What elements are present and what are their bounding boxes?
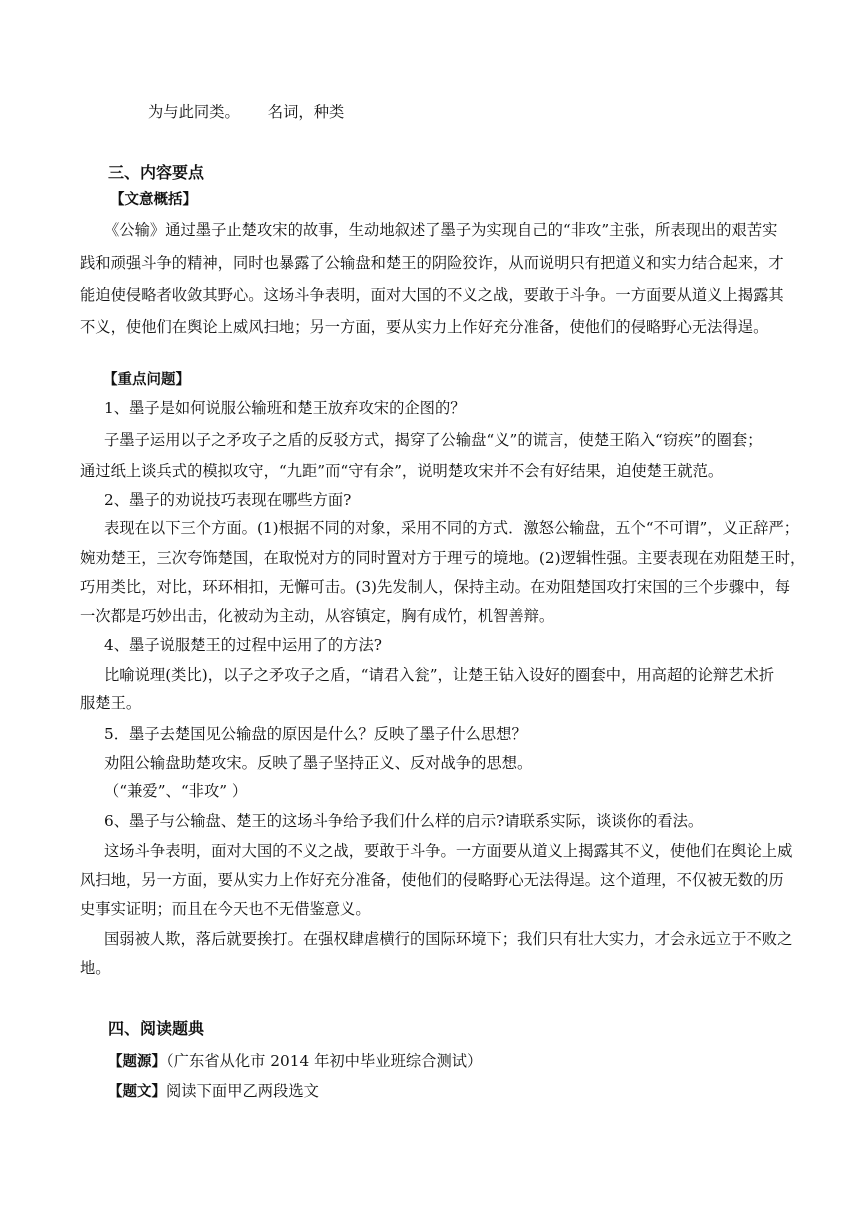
answer-line: 史事实证明；而且在今天也不无借鉴意义。 xyxy=(80,900,371,918)
answer-line: 比喻说理(类比)，以子之矛攻子之盾，“请君入瓮”，让楚王钻入设好的圈套中，用高超的论辩艺术折 xyxy=(104,666,775,684)
summary-line: 践和顽强斗争的精神，同时也暴露了公输盘和楚王的阴险狡诈，从而说明只有把道义和实力结合起来，才 xyxy=(80,254,784,272)
question-1: 1、墨子是如何说服公输班和楚王放弃攻宋的企图的？ xyxy=(104,399,466,417)
example-sentence: 为与此同类。 xyxy=(148,103,240,121)
answer-line: 国弱被人欺，落后就要挨打。在强权肆虐横行的国际环境下；我们只有壮大实力，才会永远立于不败之 xyxy=(104,930,793,948)
answer-line: 这场斗争表明，面对大国的不义之战，要敢于斗争。一方面要从道义上揭露其不义，使他们在舆论上威 xyxy=(104,842,793,860)
answer-line: 婉劝楚王，三次夸饰楚国，在取悦对方的同时置对方于理亏的境地。(2)逻辑性强。主要表现在劝阻楚王时， xyxy=(80,549,806,567)
answer-line: 巧用类比，对比，环环相扣，无懈可击。(3)先发制人，保持主动。在劝阻楚国攻打宋国的三个步骤中，每 xyxy=(80,578,791,596)
summary-tag: 【文意概括】 xyxy=(110,192,197,208)
answer-line: 服楚王。 xyxy=(80,694,142,712)
source-text: （广东省从化市 2014 年初中毕业班综合测试） xyxy=(166,1052,483,1070)
question-5: 5．墨子去楚国见公输盘的原因是什么？反映了墨子什么思想？ xyxy=(104,725,527,743)
question-2: 2、墨子的劝说技巧表现在哪些方面? xyxy=(104,491,352,509)
answer-line: 一次都是巧妙出击，化被动为主动，从容镇定，胸有成竹，机智善辩。 xyxy=(80,607,555,625)
question-6: 6、墨子与公输盘、楚王的这场斗争给予我们什么样的启示?请联系实际，谈谈你的看法。 xyxy=(104,812,704,830)
answer-line: 风扫地，另一方面，要从实力上作好充分准备，使他们的侵略野心无法得逞。这个道理，不仅被无数的历 xyxy=(80,871,784,889)
question-4: 4、墨子说服楚王的过程中运用了的方法? xyxy=(104,636,382,654)
text-tag: 【题文】 xyxy=(108,1084,166,1100)
answer-line: 通过纸上谈兵式的模拟攻守，“九距”而“守有余”，说明楚攻宋并不会有好结果，迫使楚王就范。 xyxy=(80,462,724,480)
section-heading-reading: 四、阅读题典 xyxy=(108,1019,205,1038)
summary-line: 能迫使侵略者收敛其野心。这场斗争表明，面对大国的不义之战，要敢于斗争。一方面要从道义上揭露其 xyxy=(80,286,784,304)
definition-note: 名词，种类 xyxy=(267,103,345,121)
answer-note: （“兼爱”、“非攻” ） xyxy=(104,782,248,800)
answer-line: 地。 xyxy=(80,959,111,977)
source-line xyxy=(108,1051,780,1072)
source-tag: 【题源】 xyxy=(108,1054,166,1070)
summary-line: 不义，使他们在舆论上威风扫地；另一方面，要从实力上作好充分准备，使他们的侵略野心无法得逞。 xyxy=(80,318,769,336)
key-questions-tag: 【重点问题】 xyxy=(103,372,190,388)
answer-line: 子墨子运用以子之矛攻子之盾的反驳方式，揭穿了公输盘“义”的谎言，使楚王陷入“窃疾”的圈套； xyxy=(104,431,763,449)
section-heading-content-points: 三、内容要点 xyxy=(108,163,205,182)
summary-line: 《公输》通过墨子止楚攻宋的故事，生动地叙述了墨子为实现自己的“非攻”主张，所表现出的艰苦实 xyxy=(104,221,778,239)
text-line xyxy=(108,1081,780,1102)
text-intro: 阅读下面甲乙两段选文 xyxy=(166,1082,319,1100)
answer-line: 劝阻公输盘助楚攻宋。反映了墨子坚持正义、反对战争的思想。 xyxy=(104,754,533,772)
answer-line: 表现在以下三个方面。(1)根据不同的对象，采用不同的方式．激怒公输盘，五个“不可谓”，义正辞严； xyxy=(104,519,800,537)
definition-line xyxy=(148,102,780,122)
